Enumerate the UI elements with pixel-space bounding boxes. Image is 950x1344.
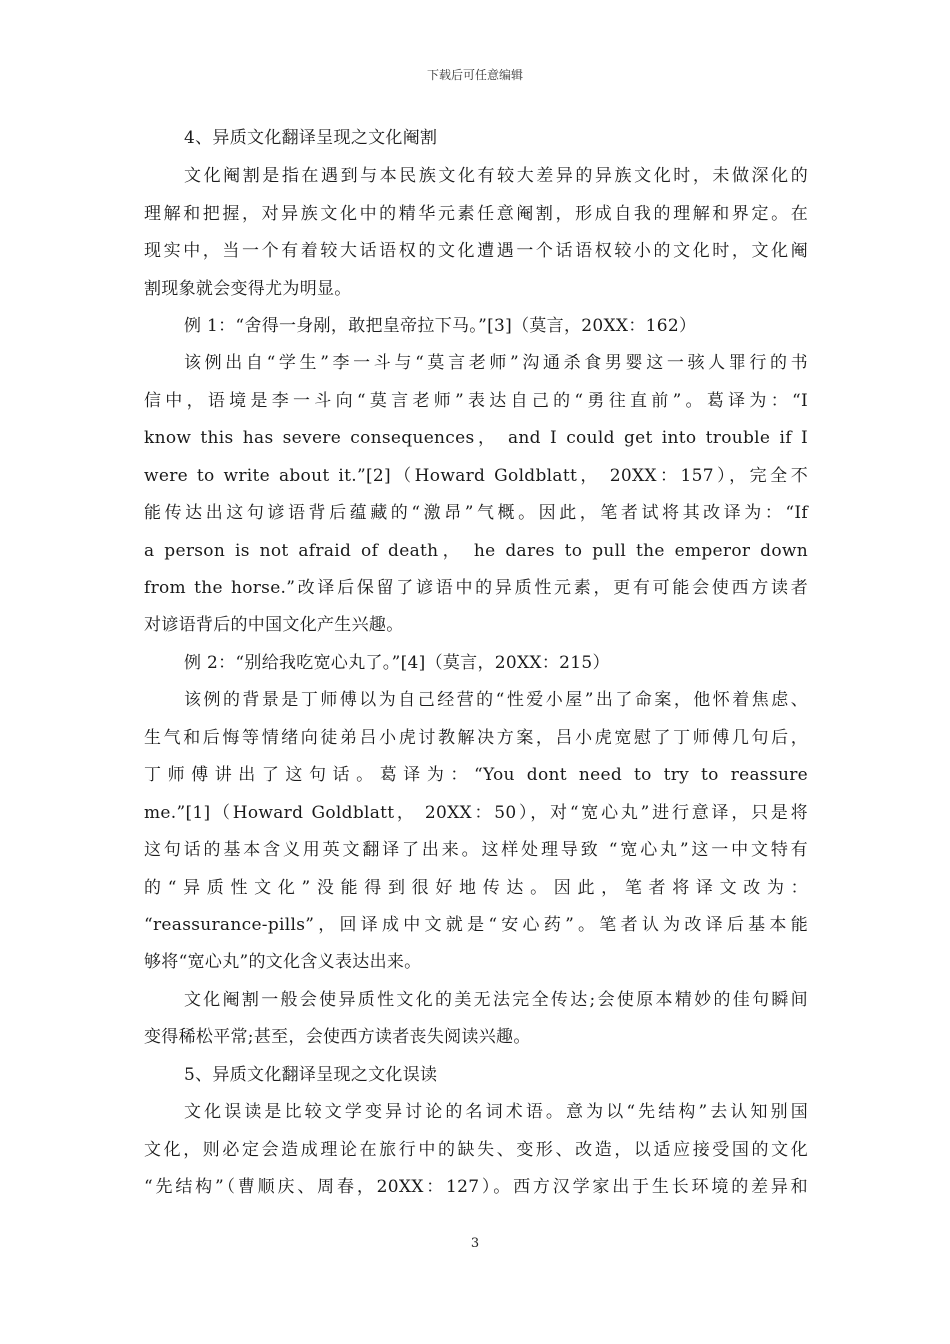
page-header: 下载后可任意编辑 (426, 68, 523, 82)
paragraph-line: 文化误读是比较文学变异讨论的名词术语。意为以“先结构”去认知别国 (184, 1102, 808, 1122)
paragraph-line: 文化，则必定会造成理论在旅行中的缺失、变形、改造，以适应接受国的文化 (144, 1140, 808, 1160)
paragraph-line: 现实中，当一个有着较大话语权的文化遭遇一个话语权较小的文化时，文化阉 (144, 241, 808, 261)
paragraph-line: 理解和把握，对异族文化中的精华元素任意阉割，形成自我的理解和界定。在 (144, 204, 808, 224)
section-heading-4: 4、异质文化翻译呈现之文化阉割 (184, 128, 438, 148)
paragraph-line: 能传达出这句谚语背后蕴藏的“激昂”气概。因此，笔者试将其改译为：“If (144, 503, 808, 523)
paragraph-line: 信中，语境是李一斗向“莫言老师”表达自己的“勇往直前”。葛译为：“I (144, 391, 808, 411)
paragraph-line: were to write about it.”[2]（Howard Goldblatt， 20XX：157），完全不 (144, 466, 808, 486)
section-heading-5: 5、异质文化翻译呈现之文化误读 (184, 1065, 438, 1085)
paragraph-line: a person is not afraid of death， he dares to pull the emperor down (144, 541, 808, 561)
paragraph-line: 该例出自“学生”李一斗与“莫言老师”沟通杀食男婴这一骇人罪行的书 (184, 353, 808, 373)
paragraph-line: 对谚语背后的中国文化产生兴趣。 (144, 615, 404, 635)
paragraph-line: 丁师傅讲出了这句话。葛译为：“You dont need to try to reassure (144, 765, 808, 785)
paragraph-line: 生气和后悔等情绪向徒弟吕小虎讨教解决方案，吕小虎宽慰了丁师傅几句后， (144, 728, 808, 748)
paragraph-line: know this has severe consequences， and I could get into trouble if I (144, 428, 808, 448)
paragraph-line: me.”[1]（Howard Goldblatt， 20XX：50），对“宽心丸”进行意译，只是将 (144, 803, 808, 823)
page-number: 3 (470, 1236, 480, 1251)
paragraph-line: “reassurance-pills”，回译成中文就是“安心药”。笔者认为改译后基本能 (144, 915, 808, 935)
paragraph-line: 该例的背景是丁师傅以为自己经营的“性爱小屋”出了命案，他怀着焦虑、 (184, 690, 808, 710)
paragraph-line: 这句话的基本含义用英文翻译了出来。这样处理导致 “宽心丸”这一中文特有 (144, 840, 808, 860)
paragraph-line: from the horse.”改译后保留了谚语中的异质性元素，更有可能会使西方读者 (144, 578, 808, 598)
paragraph-line: “先结构”（曹顺庆、周春，20XX：127）。西方汉学家出于生长环境的差异和 (144, 1177, 808, 1197)
paragraph-line: 的“异质性文化”没能得到很好地传达。因此，笔者将译文改为： (144, 878, 808, 898)
example-2-line: 例 2：“别给我吃宽心丸了。”[4]（莫言，20XX：215） (184, 653, 610, 673)
paragraph-line: 文化阉割是指在遇到与本民族文化有较大差异的异族文化时，未做深化的 (184, 166, 808, 186)
paragraph-line: 够将“宽心丸”的文化含义表达出来。 (144, 952, 422, 972)
example-1-line: 例 1：“舍得一身剐，敢把皇帝拉下马。”[3]（莫言，20XX：162） (184, 316, 697, 336)
paragraph-line: 文化阉割一般会使异质性文化的美无法完全传达;会使原本精妙的佳句瞬间 (184, 990, 808, 1010)
paragraph-line: 割现象就会变得尤为明显。 (144, 279, 352, 299)
paragraph-line: 变得稀松平常;甚至，会使西方读者丧失阅读兴趣。 (144, 1027, 531, 1047)
